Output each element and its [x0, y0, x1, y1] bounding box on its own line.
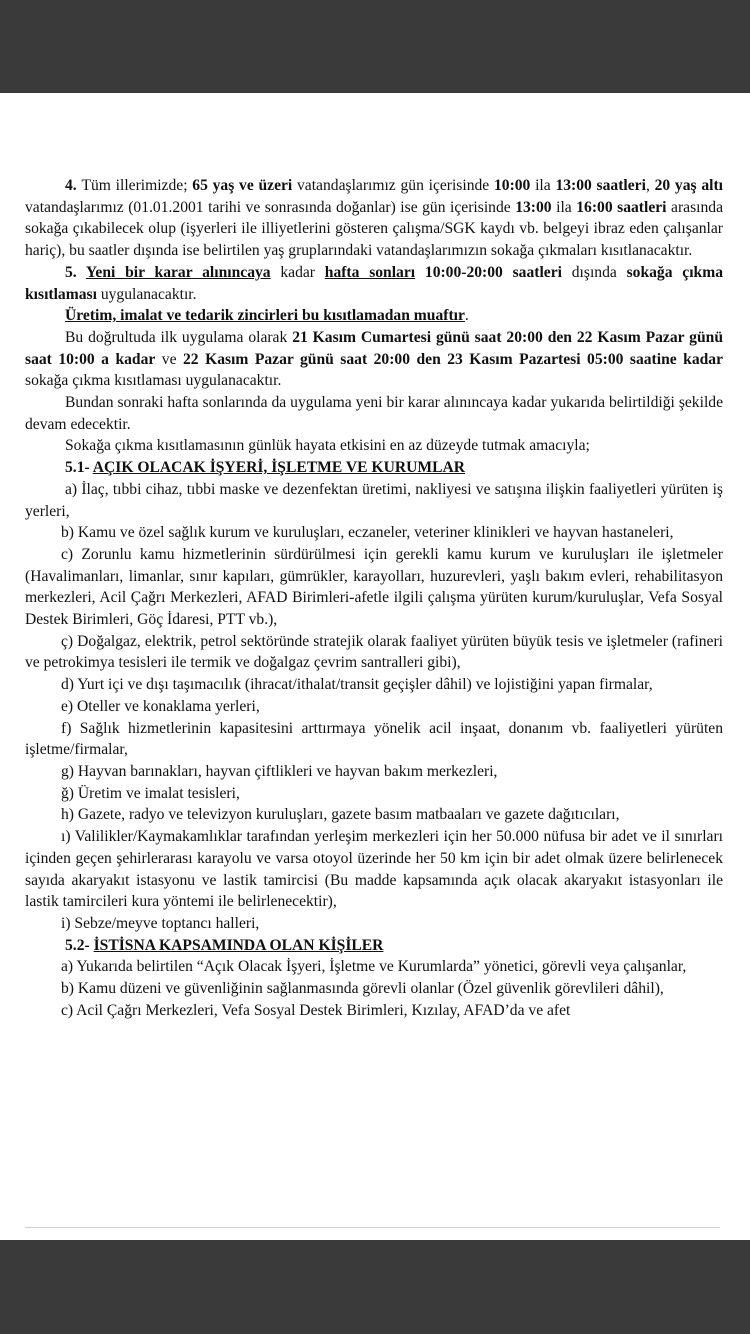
text-run: vatandaşlarımız (01.01.2001 tarihi ve sonrasında doğanlar) ise gün içerisinde — [25, 198, 516, 216]
text-run: 20 yaş altı — [654, 177, 723, 194]
page-divider — [25, 1227, 720, 1228]
text-run: sokağa çıkma kısıtlaması uygulanacaktır. — [25, 372, 282, 390]
text-run: g) Hayvan barınakları, hayvan çiftlikleri ve hayvan bakım merkezleri, — [61, 762, 498, 780]
paragraph-b — [25, 522, 723, 544]
paragraph-g — [25, 761, 723, 783]
paragraph-i — [25, 913, 723, 935]
text-run: arasında sokağa çıkabilecek olup (işyerleri ile illiyetlerini gösteren çalışma/SGK kaydı vb. belgeyi ibraz eden çalışanlar hariç), bu saatler dışında ise belirtilen yaş gruplarındaki vatandaşlarımızın sokağa çıkmaları kısıtlanacaktır. — [25, 198, 723, 260]
paragraph-p5c — [25, 392, 723, 435]
text-run — [415, 264, 425, 281]
text-run: 4. — [65, 177, 82, 194]
text-run: , — [645, 177, 655, 194]
text-run: sokağa çıkma kısıtlaması — [25, 263, 723, 303]
text-run: ila — [530, 177, 556, 194]
document-body — [25, 175, 723, 1021]
text-run: 16:00 saatleri — [576, 198, 667, 216]
text-run: Bundan sonraki hafta sonlarında da uygulama yeni bir karar alınıncaya kadar yukarıda belirtildiği şekilde devam edecektir. — [25, 394, 723, 433]
text-run: . — [464, 307, 469, 325]
text-run: 13:00 saatleri — [555, 177, 646, 194]
paragraph-d — [25, 674, 723, 696]
text-run: ç) Doğalgaz, elektrik, petrol sektöründe stratejik olarak faaliyet yürüten büyük tesis ve işletmeler (rafineri ve petrokimya tesisleri ile termik ve doğalgaz çevrim santralleri gibi), — [25, 632, 723, 672]
paragraph-gg — [25, 783, 723, 805]
text-run: i) Sebze/meyve toptancı halleri, — [61, 914, 260, 932]
text-run: 65 yaş ve üzeri — [192, 177, 293, 194]
paragraph-p4 — [25, 175, 723, 262]
text-run: h) Gazete, radyo ve televizyon kuruluşları, gazete basım matbaaları ve gazete dağıtıcıları, — [61, 806, 620, 824]
text-run: İSTİSNA KAPSAMINDA OLAN KİŞİLER — [93, 936, 384, 954]
text-run: AÇIK OLACAK İŞYERİ, İŞLETME VE KURUMLAR — [92, 459, 466, 477]
document-page — [0, 93, 750, 1240]
text-run: 22 Kasım Pazar günü saat 20:00 den 23 Kasım Pazartesi 05:00 saatine kadar — [183, 350, 724, 368]
text-run: 10:00-20:00 saatleri — [424, 263, 562, 281]
paragraph-f — [25, 718, 723, 761]
text-run: Üretim, imalat ve tedarik zincirleri bu kısıtlamadan muaftır — [65, 307, 465, 325]
text-run: a) İlaç, tıbbi cihaz, tıbbi maske ve dezenfektan üretimi, nakliyesi ve satışına ilişkin faaliyetleri yürüten iş yerleri, — [25, 480, 723, 520]
text-run: 13:00 — [515, 198, 552, 216]
text-run: Bu doğrultuda ilk uygulama olarak — [65, 328, 293, 346]
text-run: c) Zorunlu kamu hizmetlerinin sürdürülmesi için gerekli kamu kurum ve kuruluşları ile işletmeler (Havalimanları, limanlar, sınır kapıları, gümrükler, karayolları, huzurevleri, yaşlı bakım evleri, rehabilitasyon merkezleri, Acil Çağrı Merkezleri, AFAD Birimleri-afetle ilgili çalışma yürüten kurum/kuruluşlar, Vefa Sosyal Destek Birimleri, Göç İdaresi, PTT vb.), — [25, 545, 723, 629]
paragraph-p5a — [25, 305, 723, 327]
text-run: b) Kamu ve özel sağlık kurum ve kuruluşları, eczaneler, veteriner klinikleri ve hayvan hastaneleri, — [61, 524, 674, 542]
text-run: 5.1- — [65, 459, 93, 477]
text-run: 5. — [65, 263, 86, 281]
paragraph-a2 — [25, 956, 723, 978]
text-run: kadar — [270, 263, 325, 281]
paragraph-a — [25, 479, 723, 522]
paragraph-h52 — [25, 935, 723, 957]
paragraph-ii — [25, 826, 723, 913]
text-run: ğ) Üretim ve imalat tesisleri, — [61, 784, 240, 802]
text-run: a) Yukarıda belirtilen “Açık Olacak İşyeri, İşletme ve Kurumlarda” yönetici, görevli veya çalışanlar, — [61, 958, 687, 976]
paragraph-p5d — [25, 435, 723, 457]
paragraph-p5 — [25, 262, 723, 305]
paragraph-c — [25, 544, 723, 631]
paragraph-h51 — [25, 457, 723, 479]
text-run: d) Yurt içi ve dışı taşımacılık (ihracat/ithalat/transit geçişler dâhil) ve lojistiğini yapan firmalar, — [61, 676, 653, 694]
text-run: 21 Kasım Cumartesi günü saat 20:00 den 22 Kasım Pazar günü saat 10:00 a kadar — [25, 328, 723, 368]
text-run: Sokağa çıkma kısıtlamasının günlük hayata etkisini en az düzeyde tutmak amacıyla; — [65, 437, 590, 455]
top-bar — [0, 0, 750, 93]
text-run: uygulanacaktır. — [96, 285, 197, 303]
paragraph-h — [25, 804, 723, 826]
paragraph-p5b — [25, 327, 723, 392]
paragraph-e — [25, 696, 723, 718]
text-run: 10:00 — [493, 177, 531, 194]
paragraph-cc — [25, 631, 723, 674]
bottom-bar — [0, 1240, 750, 1334]
text-run: ve — [155, 350, 183, 368]
text-run: dışında — [561, 263, 627, 281]
text-run: e) Oteller ve konaklama yerleri, — [61, 697, 260, 715]
text-run: c) Acil Çağrı Merkezleri, Vefa Sosyal Destek Birimleri, Kızılay, AFAD’da ve afet — [61, 1001, 571, 1019]
text-run: ila — [551, 198, 577, 216]
text-run: ı) Valilikler/Kaymakamlıklar tarafından yerleşim merkezleri için her 50.000 nüfusa bir adet ve il sınırları içinden geçen şehirlerarası karayolu ve varsa otoyol üzerinde her 50 km için bir adet olmak üzere belirlenecek sayıda akaryakıt istasyonu ve lastik tamircisi (Bu madde kapsamında açık olacak akaryakıt istasyonları ile lastik tamircileri kura yöntemi ile belirlenecektir), — [25, 828, 723, 911]
text-run: hafta sonları — [324, 263, 416, 281]
text-run: b) Kamu düzeni ve güvenliğinin sağlanmasında görevli olanlar (Özel güvenlik görevlileri dâhil), — [61, 980, 664, 998]
text-run: 5.2- — [65, 936, 94, 954]
text-run: vatandaşlarımız gün içerisinde — [292, 177, 494, 194]
text-run: f) Sağlık hizmetlerinin kapasitesini arttırmaya yönelik acil inşaat, donanım vb. faaliyetleri yürüten işletme/firmalar, — [25, 719, 723, 759]
text-run: Yeni bir karar alınıncaya — [85, 263, 271, 281]
paragraph-c2 — [25, 1000, 723, 1022]
text-run: Tüm illerimizde; — [81, 177, 193, 194]
paragraph-b2 — [25, 978, 723, 1000]
